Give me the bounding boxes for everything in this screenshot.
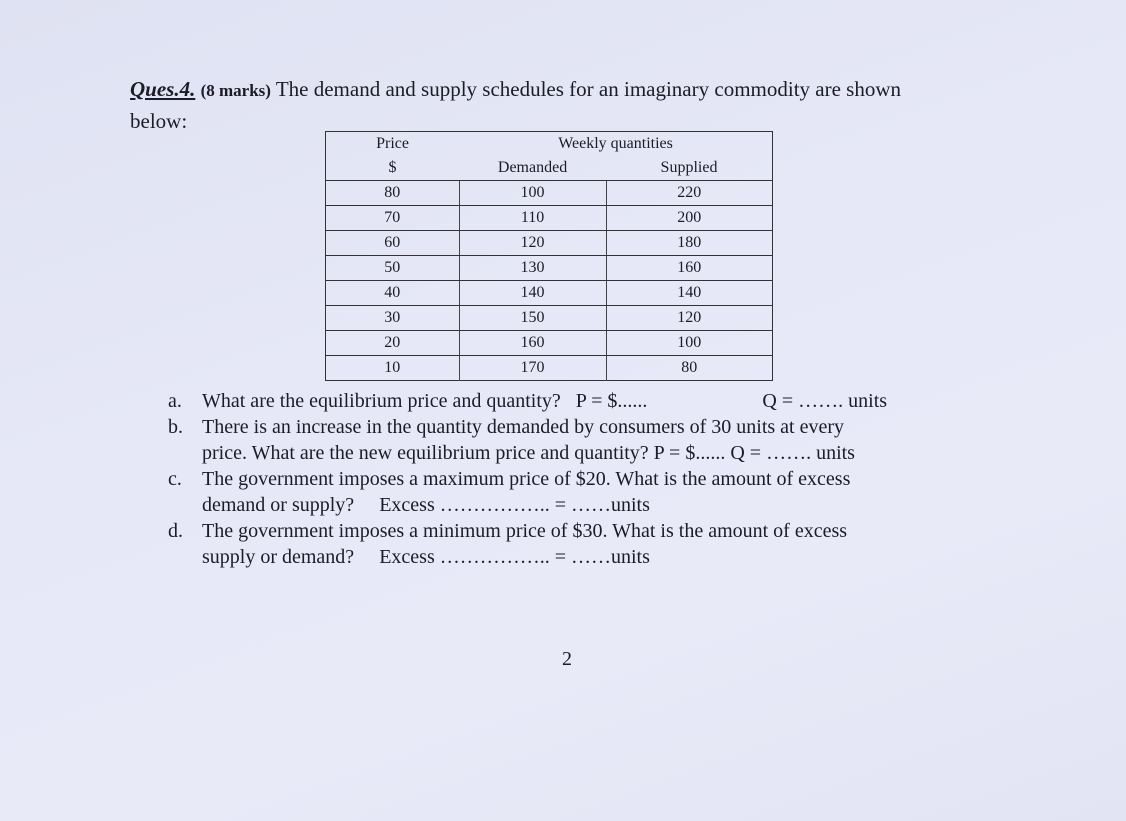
item-text: The government imposes a minimum price of $30. What is the amount of excess xyxy=(202,520,848,542)
item-text-cont: price. What are the new equilibrium price and quantity? P = $...... Q = ……. units xyxy=(202,442,855,464)
table-row xyxy=(326,181,773,206)
supplied-header: Supplied xyxy=(606,156,773,181)
table-row xyxy=(326,206,773,231)
weekly-quantities-header: Weekly quantities xyxy=(558,135,673,152)
supplied-cell: 180 xyxy=(606,231,773,256)
demanded-cell: 160 xyxy=(459,331,606,356)
demanded-cell: 140 xyxy=(459,281,606,306)
supplied-cell: 200 xyxy=(606,206,773,231)
table-row xyxy=(326,331,773,356)
demanded-cell: 150 xyxy=(459,306,606,331)
price-unit: $ xyxy=(326,156,460,181)
table-row xyxy=(326,281,773,306)
price-cell: 70 xyxy=(326,206,460,231)
item-text: There is an increase in the quantity demanded by consumers of 30 units at every xyxy=(202,416,845,438)
price-cell: 60 xyxy=(326,231,460,256)
supplied-cell: 120 xyxy=(606,306,773,331)
supplied-cell: 220 xyxy=(606,181,773,206)
question-marks: (8 marks) xyxy=(200,81,271,100)
demanded-cell: 130 xyxy=(459,256,606,281)
schedule-table xyxy=(325,131,773,381)
price-cell: 10 xyxy=(326,356,460,381)
supplied-cell: 100 xyxy=(606,331,773,356)
item-label: c. xyxy=(168,468,182,490)
supplied-cell: 140 xyxy=(606,281,773,306)
demanded-cell: 170 xyxy=(459,356,606,381)
page-number: 2 xyxy=(562,648,572,670)
demanded-header: Demanded xyxy=(459,156,606,181)
question-number: Ques.4. xyxy=(130,77,196,101)
item-label: a. xyxy=(168,390,182,412)
sub-question-c xyxy=(160,466,960,518)
sub-question-d xyxy=(160,518,960,570)
question-intro: The demand and supply schedules for an imaginary commodity are shown xyxy=(275,77,901,101)
table-row xyxy=(326,306,773,331)
item-label: d. xyxy=(168,520,183,542)
demanded-cell: 120 xyxy=(459,231,606,256)
question-intro-cont: below: xyxy=(130,109,188,133)
table-row xyxy=(326,256,773,281)
price-cell: 80 xyxy=(326,181,460,206)
item-label: b. xyxy=(168,416,183,438)
item-text-cont: supply or demand? Excess …………….. = ……units xyxy=(202,546,650,568)
sub-question-b xyxy=(160,414,960,466)
price-cell: 40 xyxy=(326,281,460,306)
supplied-cell: 80 xyxy=(606,356,773,381)
price-cell: 50 xyxy=(326,256,460,281)
price-cell: 20 xyxy=(326,331,460,356)
supplied-cell: 160 xyxy=(606,256,773,281)
table-row xyxy=(326,231,773,256)
table-row xyxy=(326,356,773,381)
sub-questions xyxy=(160,388,960,570)
price-header: Price xyxy=(376,135,409,152)
price-cell: 30 xyxy=(326,306,460,331)
item-text: The government imposes a maximum price of $20. What is the amount of excess xyxy=(202,468,851,490)
demanded-cell: 110 xyxy=(459,206,606,231)
question-header xyxy=(130,74,970,136)
sub-question-a xyxy=(160,388,960,414)
demanded-cell: 100 xyxy=(459,181,606,206)
item-text-cont: demand or supply? Excess …………….. = ……units xyxy=(202,494,650,516)
item-text: What are the equilibrium price and quantity? P = $...... Q = ……. units xyxy=(202,390,888,412)
